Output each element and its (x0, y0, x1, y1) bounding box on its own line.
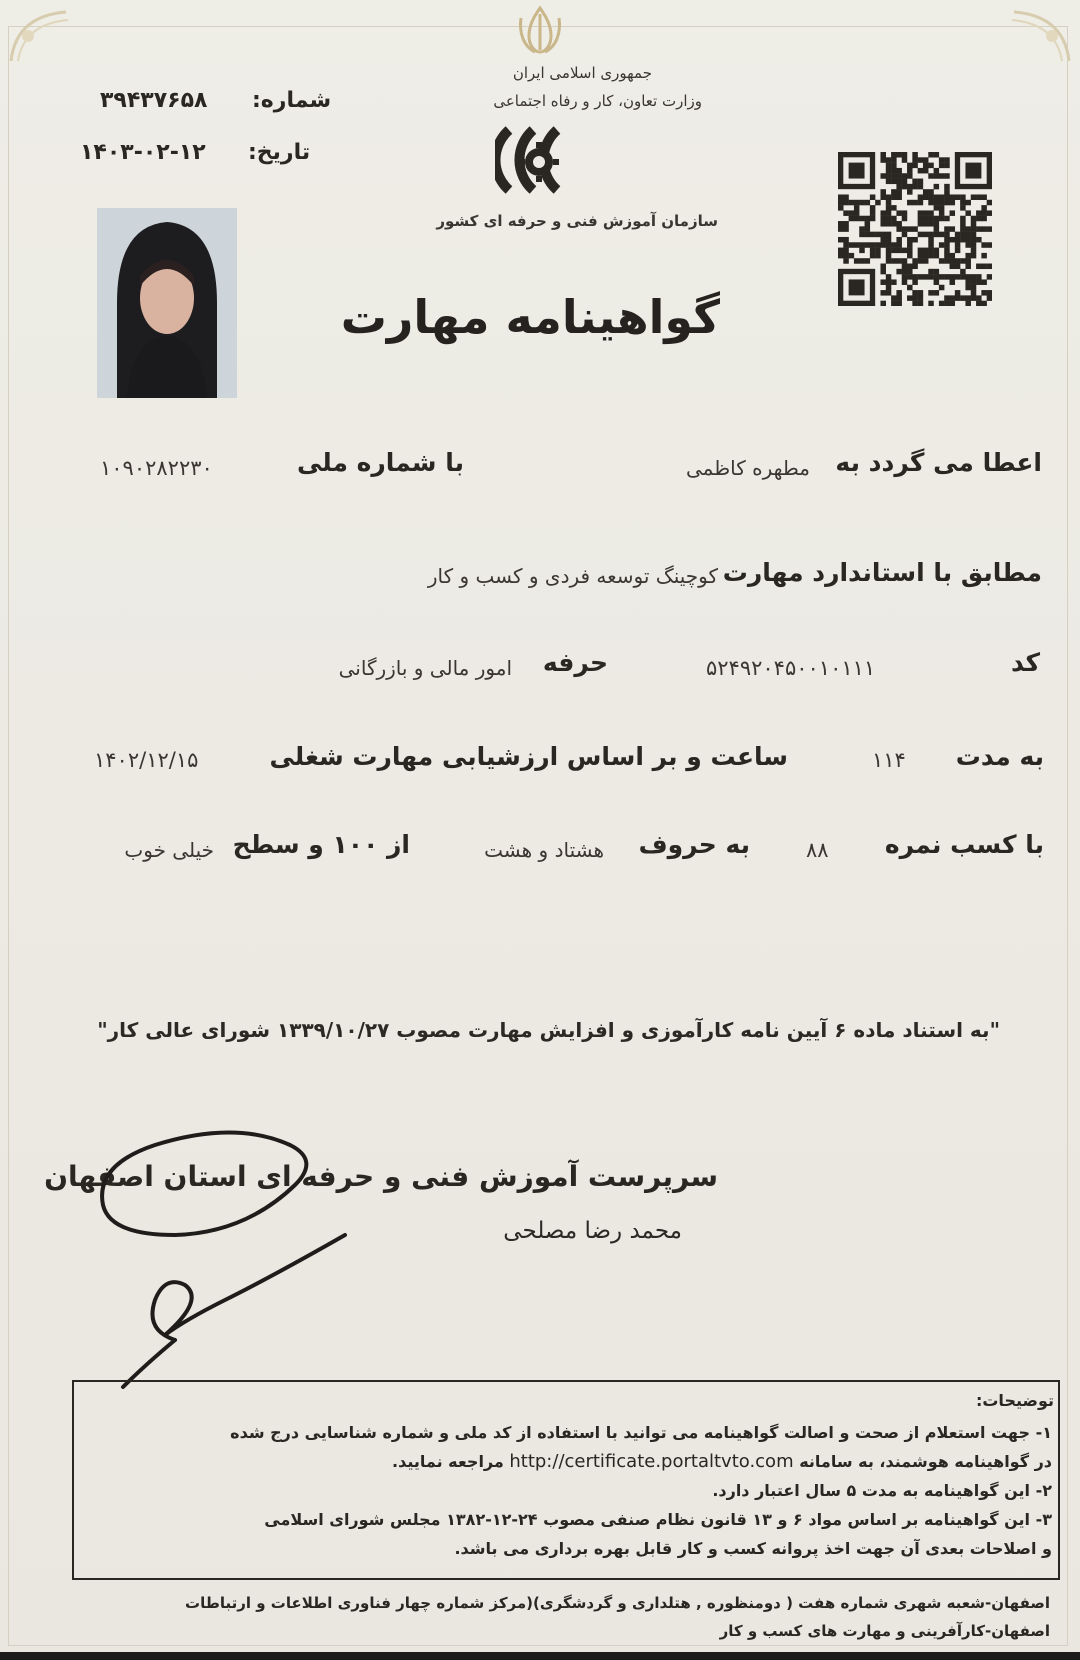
corner-ornament-icon (6, 6, 76, 66)
tvto-logo-icon (495, 120, 599, 204)
exam-date: ۱۴۰۲/۱۲/۱۵ (94, 748, 199, 772)
standard-label: مطابق با استاندارد مهارت (722, 558, 1042, 587)
in-words-label: به حروف (638, 830, 750, 859)
iran-emblem-icon (515, 4, 565, 56)
date-value: ۱۴۰۳-۰۲-۱۲ (80, 140, 206, 165)
person-photo-icon (97, 208, 237, 398)
certificate-title: گواهینامه مهارت (340, 290, 720, 344)
profession-value: امور مالی و بازرگانی (338, 656, 512, 680)
ministry-name: وزارت تعاون، کار و رفاه اجتماعی (493, 92, 702, 110)
national-id-value: ۱۰۹۰۲۸۲۲۳۰ (100, 456, 213, 480)
note-line-4: ۳- این گواهینامه بر اساس مواد ۶ و ۱۳ قانون نظام صنفی مصوب ۲۴-۱۲-۱۳۸۲ مجلس شورای اسلامی (264, 1510, 1052, 1529)
note-line-2-post: مراجعه نمایید. (392, 1452, 504, 1471)
holder-name: مطهره کاظمی (686, 456, 810, 480)
note-line-2-pre: در گواهینامه هوشمند، به سامانه (799, 1452, 1052, 1471)
republic-name: جمهوری اسلامی ایران (512, 64, 652, 82)
holder-photo (97, 208, 237, 398)
number-label: شماره: (252, 88, 332, 113)
organization-name: سازمان آموزش فنی و حرفه ای کشور (436, 212, 718, 230)
signature-icon (85, 1125, 385, 1405)
footer-line-1: اصفهان-شعبه شهری شماره هفت ( دومنظوره , هتلداری و گردشگری)(مرکز شماره چهار فناوری اطلاعات و ارتباطات (185, 1594, 1050, 1612)
notes-heading: توضیحات: (975, 1391, 1054, 1410)
note-line-1: ۱- جهت استعلام از صحت و اصالت گواهینامه می توانید با استفاده از کد ملی و شماره شناسایی درج شده (230, 1423, 1052, 1442)
level-value: خیلی خوب (124, 838, 214, 862)
qr-code-icon (838, 152, 992, 306)
score-value: ۸۸ (806, 838, 829, 862)
national-id-label: با شماره ملی (296, 448, 464, 477)
duration-label: به مدت (955, 742, 1044, 771)
standard-value: کوچینگ توسعه فردی و کسب و کار (427, 564, 718, 588)
signatory-title: سرپرست آموزش فنی و حرفه ای استان اصفهان (44, 1160, 718, 1193)
awarded-to-label: اعطا می گردد به (835, 448, 1042, 477)
code-label: کد (1011, 648, 1040, 677)
out-of-label: از ۱۰۰ و سطح (232, 830, 410, 859)
note-line-5: و اصلاحات بعدی آن جهت اخذ پروانه کسب و کار قابل بهره برداری می باشد. (454, 1539, 1052, 1558)
note-line-3: ۲- این گواهینامه به مدت ۵ سال اعتبار دارد. (712, 1481, 1052, 1500)
certificate-portal-link[interactable]: http://certificate.portaltvto.com (509, 1451, 794, 1472)
code-value: ۵۲۴۹۲۰۴۵۰۰۱۰۱۱۱ (706, 656, 876, 680)
note-line-2 (392, 1447, 1052, 1476)
corner-ornament-icon (1004, 6, 1074, 66)
signatory-name: محمد رضا مصلحی (503, 1218, 682, 1244)
legal-basis-quote: "به استناد ماده ۶ آیین نامه کارآموزی و افزایش مهارت مصوب ۱۳۳۹/۱۰/۲۷ شورای عالی کار" (97, 1018, 1000, 1042)
profession-label: حرفه (542, 648, 608, 677)
duration-value: ۱۱۴ (872, 748, 906, 772)
footer-line-2: اصفهان-کارآفرینی و مهارت های کسب و کار (719, 1622, 1050, 1640)
number-value: ۳۹۴۳۷۶۵۸ (100, 88, 208, 113)
date-label: تاریخ: (248, 140, 311, 165)
score-label: با کسب نمره (884, 830, 1044, 859)
hours-label: ساعت و بر اساس ارزشیابی مهارت شغلی (269, 742, 788, 771)
score-words: هشتاد و هشت (484, 838, 604, 862)
